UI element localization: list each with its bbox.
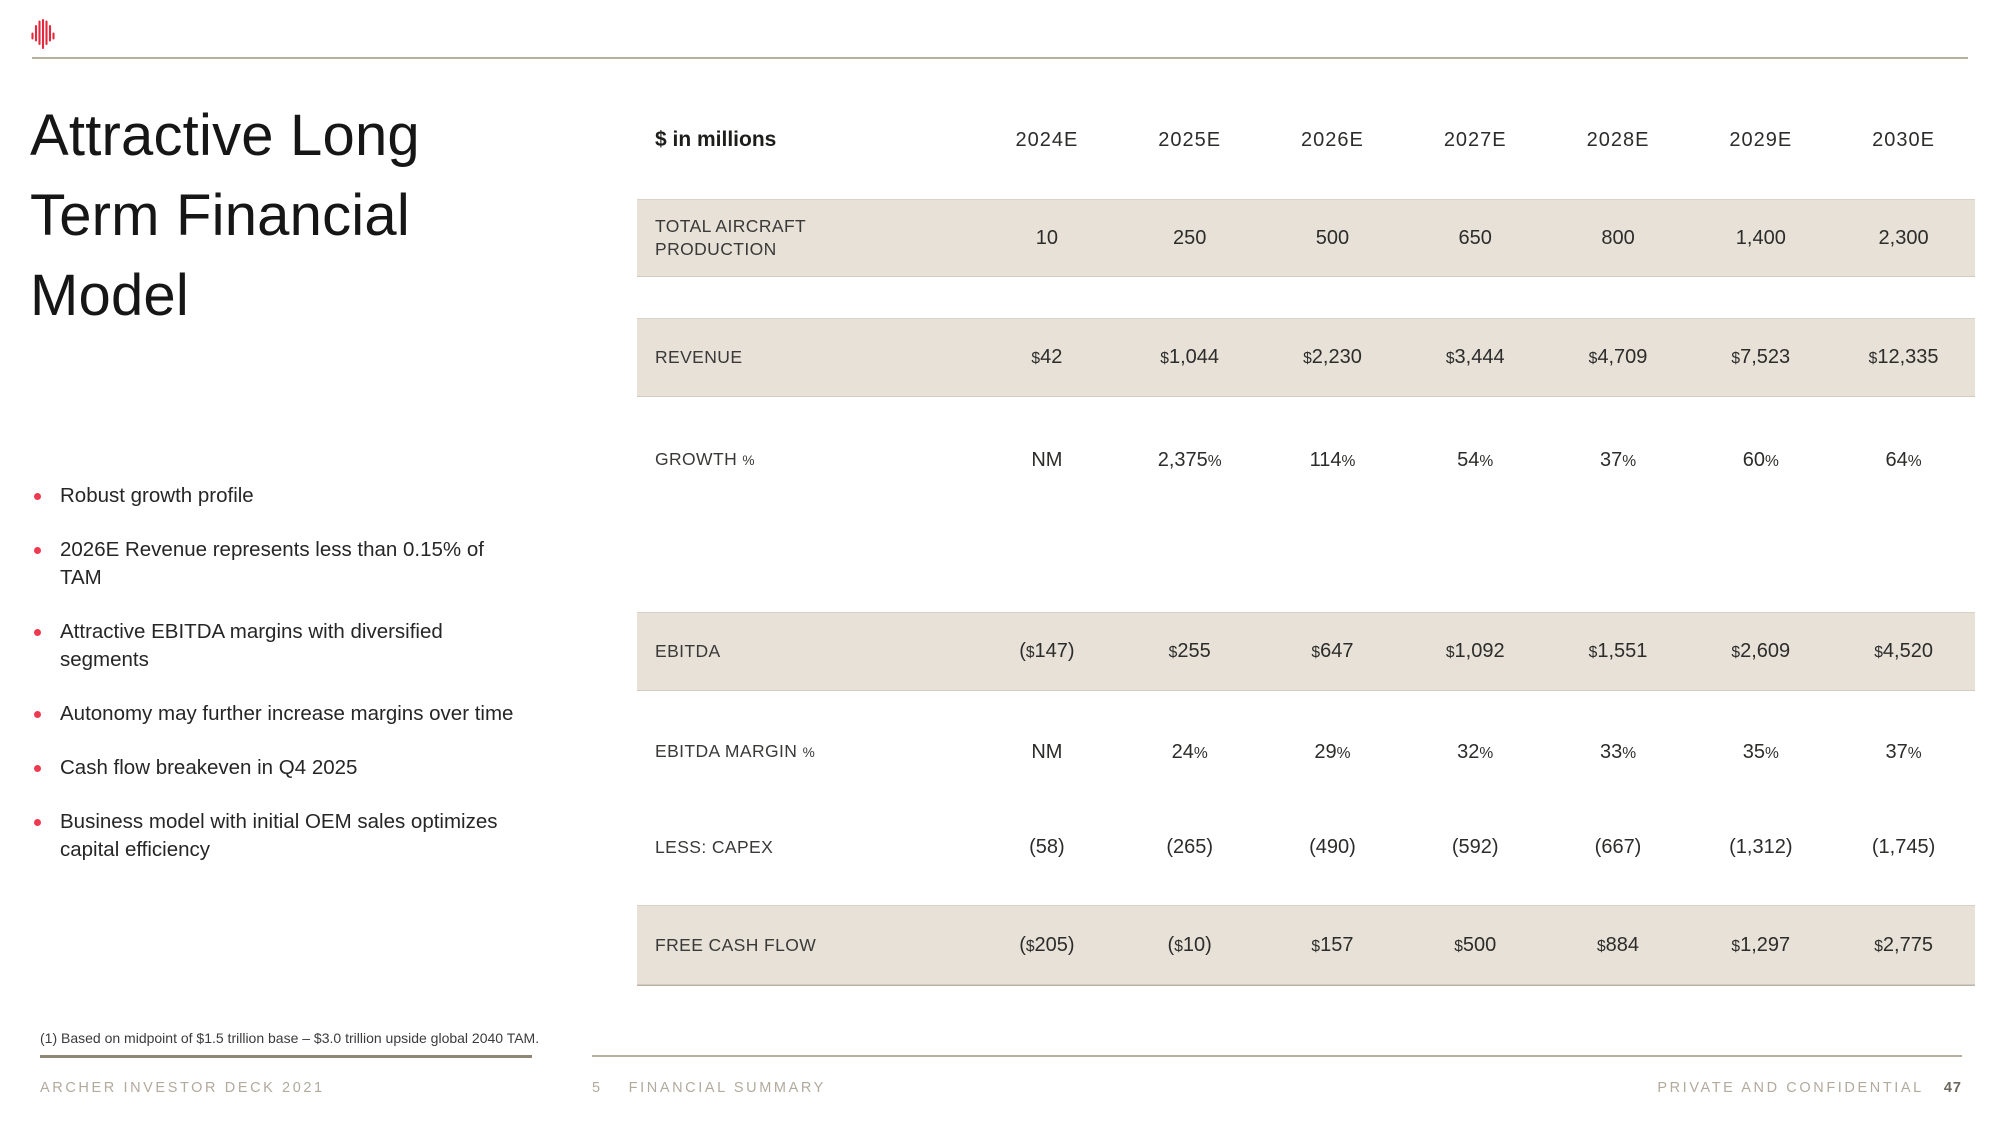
bullet-item bbox=[34, 536, 520, 592]
row-label-text: GROWTH % bbox=[655, 449, 755, 469]
bullet-icon bbox=[34, 711, 41, 718]
bullet-icon bbox=[34, 493, 41, 500]
bullet-text: Business model with initial OEM sales optimizes capital efficiency bbox=[60, 810, 498, 861]
currency-percent-symbol: $ bbox=[1031, 350, 1041, 367]
column-header-year: 2030E bbox=[1872, 128, 1935, 151]
currency-percent-symbol: % bbox=[1336, 744, 1351, 762]
table-cell-value: 800 bbox=[1601, 226, 1635, 249]
table-cell-value: 2,375% bbox=[1157, 448, 1222, 471]
column-header-year: 2028E bbox=[1586, 128, 1650, 151]
footer-section-number: 5 bbox=[592, 1080, 603, 1096]
table-cell-value: NM bbox=[1031, 740, 1063, 763]
table-cell-value: 2,300 bbox=[1878, 226, 1929, 249]
row-label-text: REVENUE bbox=[655, 347, 743, 367]
currency-percent-symbol: $ bbox=[1868, 350, 1878, 367]
row-label-text: EBITDA MARGIN % bbox=[655, 741, 816, 761]
footer-section bbox=[592, 1080, 826, 1096]
bullet-item bbox=[34, 754, 520, 782]
table-cell-value: $2,775 bbox=[1874, 933, 1933, 956]
table-cell-value: $7,523 bbox=[1731, 346, 1791, 368]
table-cell-value: 250 bbox=[1172, 226, 1207, 249]
table-cell-value: $1,044 bbox=[1160, 346, 1220, 368]
currency-percent-symbol: $ bbox=[1311, 937, 1321, 955]
row-label-text: TOTAL AIRCRAFT PRODUCTION bbox=[655, 216, 806, 259]
table-cell-value: $42 bbox=[1031, 346, 1063, 368]
table-cell-value: 650 bbox=[1458, 226, 1492, 249]
currency-percent-symbol: $ bbox=[1596, 937, 1606, 955]
currency-percent-symbol: $ bbox=[1731, 350, 1741, 367]
currency-percent-symbol: % bbox=[1479, 452, 1494, 470]
table-cell-value: 114% bbox=[1309, 448, 1356, 471]
table-cell-value: 54% bbox=[1457, 448, 1494, 471]
currency-percent-symbol: $ bbox=[1874, 644, 1883, 661]
table-cell-value: (265) bbox=[1166, 835, 1214, 858]
table-row bbox=[637, 720, 1975, 784]
table-cell-value: $2,230 bbox=[1303, 346, 1362, 368]
currency-percent-symbol: % bbox=[1764, 744, 1779, 762]
page-title bbox=[30, 96, 530, 336]
column-header-year: 2025E bbox=[1158, 128, 1222, 151]
footer-confidential bbox=[1657, 1080, 1962, 1096]
bullet-item bbox=[34, 482, 520, 510]
column-header-year: 2029E bbox=[1729, 128, 1793, 151]
table-cell-value: $157 bbox=[1311, 933, 1354, 956]
row-label bbox=[637, 346, 976, 369]
currency-percent-symbol: % bbox=[1907, 744, 1922, 762]
footer-section-label: FINANCIAL SUMMARY bbox=[628, 1080, 826, 1096]
bullet-icon bbox=[34, 765, 41, 772]
bullet-text: Autonomy may further increase margins over time bbox=[60, 702, 514, 725]
table-cell-value: 500 bbox=[1315, 226, 1350, 249]
currency-percent-symbol: $ bbox=[1588, 350, 1598, 367]
bullet-icon bbox=[34, 819, 41, 826]
currency-percent-symbol: $ bbox=[1303, 350, 1312, 367]
bullet-list bbox=[34, 482, 520, 890]
title-line: Model bbox=[30, 263, 189, 328]
currency-percent-symbol: % bbox=[1479, 744, 1494, 762]
row-label-text: LESS: CAPEX bbox=[655, 836, 774, 857]
bullet-item bbox=[34, 700, 520, 728]
bullet-icon bbox=[34, 629, 41, 636]
table-cell-value: 64% bbox=[1885, 448, 1922, 471]
table-cell-value: $647 bbox=[1311, 640, 1354, 662]
currency-percent-symbol: % bbox=[802, 745, 816, 760]
currency-percent-symbol: % bbox=[1193, 744, 1208, 762]
currency-percent-symbol: % bbox=[1207, 452, 1222, 470]
table-cell-value: 37% bbox=[1599, 448, 1637, 471]
column-header-year: 2026E bbox=[1301, 128, 1364, 151]
table-unit-label: $ in millions bbox=[655, 128, 777, 151]
table-row bbox=[637, 612, 1975, 691]
table-row bbox=[637, 199, 1975, 277]
currency-percent-symbol: $ bbox=[1311, 644, 1321, 661]
table-cell-value: $1,297 bbox=[1731, 933, 1791, 956]
row-label bbox=[637, 740, 976, 764]
table-cell-value: $4,520 bbox=[1874, 640, 1933, 662]
bullet-text: Attractive EBITDA margins with diversified segments bbox=[60, 620, 443, 671]
table-cell-value: $3,444 bbox=[1445, 346, 1505, 368]
title-line: Term Financial bbox=[30, 183, 410, 248]
currency-percent-symbol: $ bbox=[1731, 644, 1741, 661]
currency-percent-symbol: $ bbox=[1454, 937, 1463, 955]
currency-percent-symbol: $ bbox=[1160, 350, 1169, 367]
table-cell-value: (1,745) bbox=[1871, 835, 1936, 858]
table-cell-value: $4,709 bbox=[1588, 346, 1648, 368]
footnote-divider bbox=[40, 1055, 532, 1058]
table-cell-value: 60% bbox=[1742, 448, 1779, 471]
footer-divider bbox=[592, 1055, 1962, 1057]
currency-percent-symbol: $ bbox=[1174, 937, 1183, 955]
currency-percent-symbol: $ bbox=[1445, 350, 1455, 367]
currency-percent-symbol: % bbox=[1622, 452, 1637, 470]
archer-logo-icon bbox=[30, 18, 56, 50]
table-cell-value: (592) bbox=[1451, 835, 1499, 858]
currency-percent-symbol: % bbox=[742, 453, 755, 468]
currency-percent-symbol: $ bbox=[1168, 644, 1178, 661]
currency-percent-symbol: % bbox=[1764, 452, 1779, 470]
table-cell-value: (58) bbox=[1029, 835, 1065, 858]
table-cell-value: $884 bbox=[1596, 933, 1640, 956]
table-header-row bbox=[637, 108, 1975, 172]
bullet-text: Robust growth profile bbox=[60, 484, 254, 507]
table-cell-value: $12,335 bbox=[1868, 346, 1939, 368]
table-cell-value: ($147) bbox=[1019, 640, 1075, 662]
table-cell-value: 10 bbox=[1035, 226, 1059, 249]
currency-percent-symbol: % bbox=[1622, 744, 1637, 762]
column-header-year: 2024E bbox=[1015, 128, 1079, 151]
table-cell-value: $255 bbox=[1168, 640, 1211, 662]
table-row bbox=[637, 428, 1975, 492]
row-label-text: FREE CASH FLOW bbox=[655, 934, 817, 955]
table-cell-value: (1,312) bbox=[1729, 835, 1793, 858]
row-label bbox=[637, 836, 976, 859]
table-cell-value: (490) bbox=[1309, 835, 1356, 858]
currency-percent-symbol: $ bbox=[1588, 644, 1598, 661]
table-cell-value: (667) bbox=[1594, 835, 1642, 858]
table-cell-value: NM bbox=[1031, 448, 1063, 471]
table-row bbox=[637, 905, 1975, 985]
table-cell-value: 37% bbox=[1885, 740, 1922, 763]
row-label bbox=[637, 934, 976, 957]
financial-table bbox=[637, 0, 1975, 1125]
table-cell-value: 35% bbox=[1742, 740, 1779, 763]
row-label bbox=[637, 448, 976, 472]
bullet-text: Cash flow breakeven in Q4 2025 bbox=[60, 756, 358, 779]
table-row bbox=[637, 318, 1975, 397]
row-label bbox=[637, 640, 976, 663]
footer-page-number: 47 bbox=[1943, 1080, 1962, 1096]
table-cell-value: $500 bbox=[1454, 933, 1497, 956]
currency-percent-symbol: $ bbox=[1731, 937, 1741, 955]
table-cell-value: 32% bbox=[1457, 740, 1494, 763]
table-cell-value: $2,609 bbox=[1731, 640, 1791, 662]
currency-percent-symbol: % bbox=[1907, 452, 1922, 470]
table-cell-value: 29% bbox=[1314, 740, 1351, 763]
table-cell-value: 24% bbox=[1171, 740, 1208, 763]
footer-confidential-label: PRIVATE AND CONFIDENTIAL bbox=[1657, 1080, 1924, 1096]
currency-percent-symbol: $ bbox=[1445, 644, 1455, 661]
title-line: Attractive Long bbox=[30, 103, 420, 168]
currency-percent-symbol: $ bbox=[1025, 644, 1035, 661]
column-header-year: 2027E bbox=[1443, 128, 1507, 151]
table-cell-value: ($205) bbox=[1019, 933, 1075, 956]
currency-percent-symbol: % bbox=[1341, 452, 1356, 470]
currency-percent-symbol: $ bbox=[1025, 937, 1035, 955]
currency-percent-symbol: $ bbox=[1874, 937, 1883, 955]
bullet-icon bbox=[34, 547, 41, 554]
bullet-item bbox=[34, 808, 520, 864]
table-cell-value: ($10) bbox=[1167, 933, 1212, 956]
table-row bbox=[637, 815, 1975, 879]
table-cell-value: 1,400 bbox=[1735, 226, 1786, 249]
bullet-item bbox=[34, 618, 520, 674]
row-label-text: EBITDA bbox=[655, 641, 721, 661]
table-cell-value: $1,092 bbox=[1445, 640, 1505, 662]
footnote: (1) Based on midpoint of $1.5 trillion base – $3.0 trillion upside global 2040 TAM. bbox=[40, 1030, 540, 1046]
footer-deck-name: ARCHER INVESTOR DECK 2021 bbox=[40, 1080, 325, 1096]
bullet-text: 2026E Revenue represents less than 0.15% of TAM bbox=[60, 538, 484, 589]
table-cell-value: 33% bbox=[1599, 740, 1637, 763]
table-cell-value: $1,551 bbox=[1588, 640, 1648, 662]
row-label bbox=[637, 215, 976, 261]
